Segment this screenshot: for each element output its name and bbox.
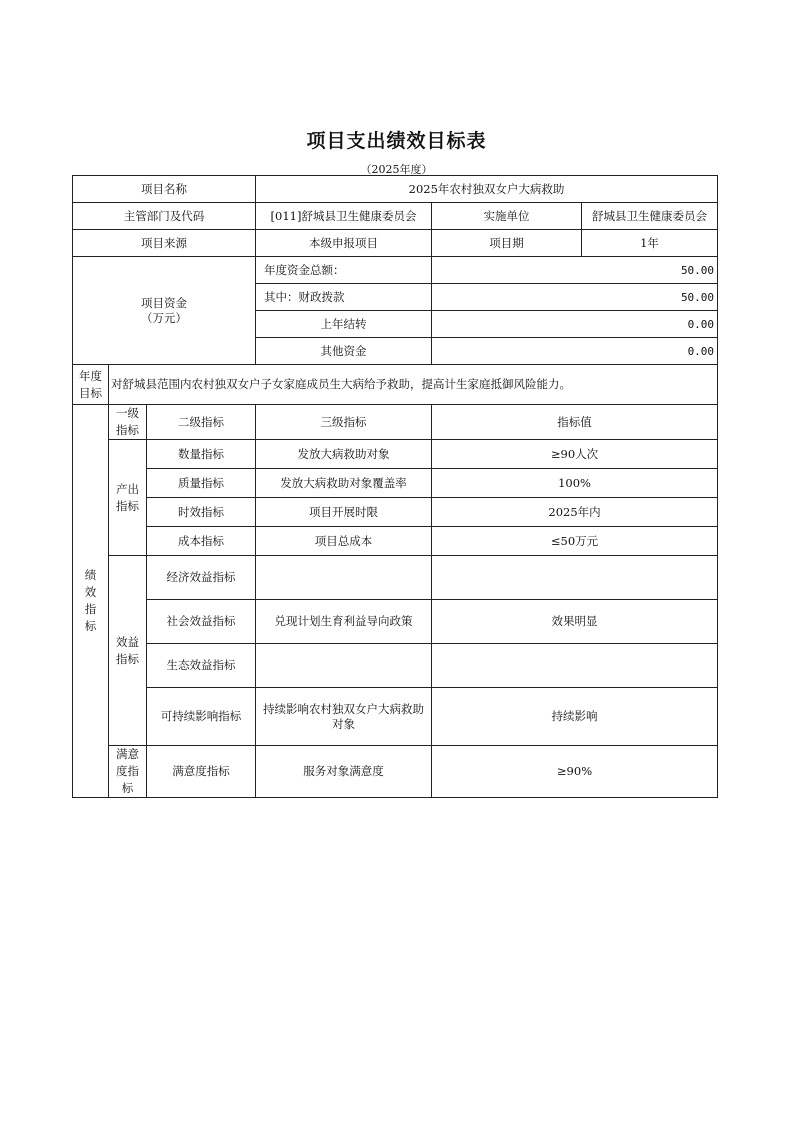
output-label: 产出指标 [109,440,147,556]
row-benefit [73,688,718,746]
fund-value: 50.00 [432,284,718,311]
indicator-value: 效果明显 [432,600,718,644]
dept-value: [011]舒城县卫生健康委员会 [256,203,432,230]
page-title: 项目支出绩效目标表 [306,130,487,152]
row-output [73,527,718,556]
fund-value: 0.00 [432,311,718,338]
indicator-value: ≥90人次 [432,440,718,469]
header-level3: 三级指标 [256,405,432,440]
benefit-label: 效益指标 [109,556,147,746]
indicator-l3: 项目开展时限 [256,498,432,527]
period-label: 项目期 [432,230,582,257]
performance-target-table [72,175,718,798]
indicator-l3: 服务对象满意度 [256,746,432,798]
indicator-value: 持续影响 [432,688,718,746]
indicator-l2: 满意度指标 [147,746,256,798]
indicator-value: ≤50万元 [432,527,718,556]
indicator-l2: 时效指标 [147,498,256,527]
fund-label: 上年结转 [256,311,432,338]
row-indicator-header [73,405,718,440]
indicator-value: 100% [432,469,718,498]
annual-goal-text: 对舒城县范围内农村独双女户子女家庭成员生大病给予救助，提高计生家庭抵御风险能力。 [109,365,718,405]
annual-goal-label: 年度目标 [73,365,109,405]
indicator-l3: 持续影响农村独双女户大病救助对象 [256,688,432,746]
header-level2: 二级指标 [147,405,256,440]
indicator-value [432,556,718,600]
row-annual-goal [73,365,718,405]
indicator-l3 [256,556,432,600]
source-label: 项目来源 [73,230,256,257]
period-value: 1年 [582,230,718,257]
row-benefit [73,600,718,644]
indicator-value: ≥90% [432,746,718,798]
row-dept [73,203,718,230]
indicator-value [432,644,718,688]
indicator-l2: 数量指标 [147,440,256,469]
fund-label: 其中：财政拨款 [256,284,432,311]
funds-label: 项目资金 （万元） [73,257,256,365]
row-output [73,440,718,469]
perf-label: 绩效指标 [73,405,109,798]
indicator-l2: 可持续影响指标 [147,688,256,746]
indicator-l2: 社会效益指标 [147,600,256,644]
indicator-l2: 成本指标 [147,527,256,556]
fund-value: 0.00 [432,338,718,365]
source-value: 本级申报项目 [256,230,432,257]
year-label: （2025年度） [360,163,433,176]
impl-unit-value: 舒城县卫生健康委员会 [582,203,718,230]
indicator-l2: 经济效益指标 [147,556,256,600]
indicator-l2: 质量指标 [147,469,256,498]
fund-value: 50.00 [432,257,718,284]
indicator-l3: 发放大病救助对象覆盖率 [256,469,432,498]
indicator-l2: 生态效益指标 [147,644,256,688]
fund-label: 其他资金 [256,338,432,365]
row-project-name [73,176,718,203]
row-satisfaction [73,746,718,798]
project-name-value: 2025年农村独双女户大病救助 [256,176,718,203]
header-level1: 一级指标 [109,405,147,440]
row-output [73,469,718,498]
indicator-value: 2025年内 [432,498,718,527]
indicator-l3: 兑现计划生育利益导向政策 [256,600,432,644]
indicator-l3: 项目总成本 [256,527,432,556]
indicator-l3: 发放大病救助对象 [256,440,432,469]
row-source [73,230,718,257]
row-output [73,498,718,527]
row-fund-total [73,257,718,284]
header-value: 指标值 [432,405,718,440]
row-benefit [73,556,718,600]
dept-label: 主管部门及代码 [73,203,256,230]
impl-unit-label: 实施单位 [432,203,582,230]
project-name-label: 项目名称 [73,176,256,203]
satisfaction-label: 满意度指标 [109,746,147,798]
row-benefit [73,644,718,688]
fund-label: 年度资金总额： [256,257,432,284]
indicator-l3 [256,644,432,688]
